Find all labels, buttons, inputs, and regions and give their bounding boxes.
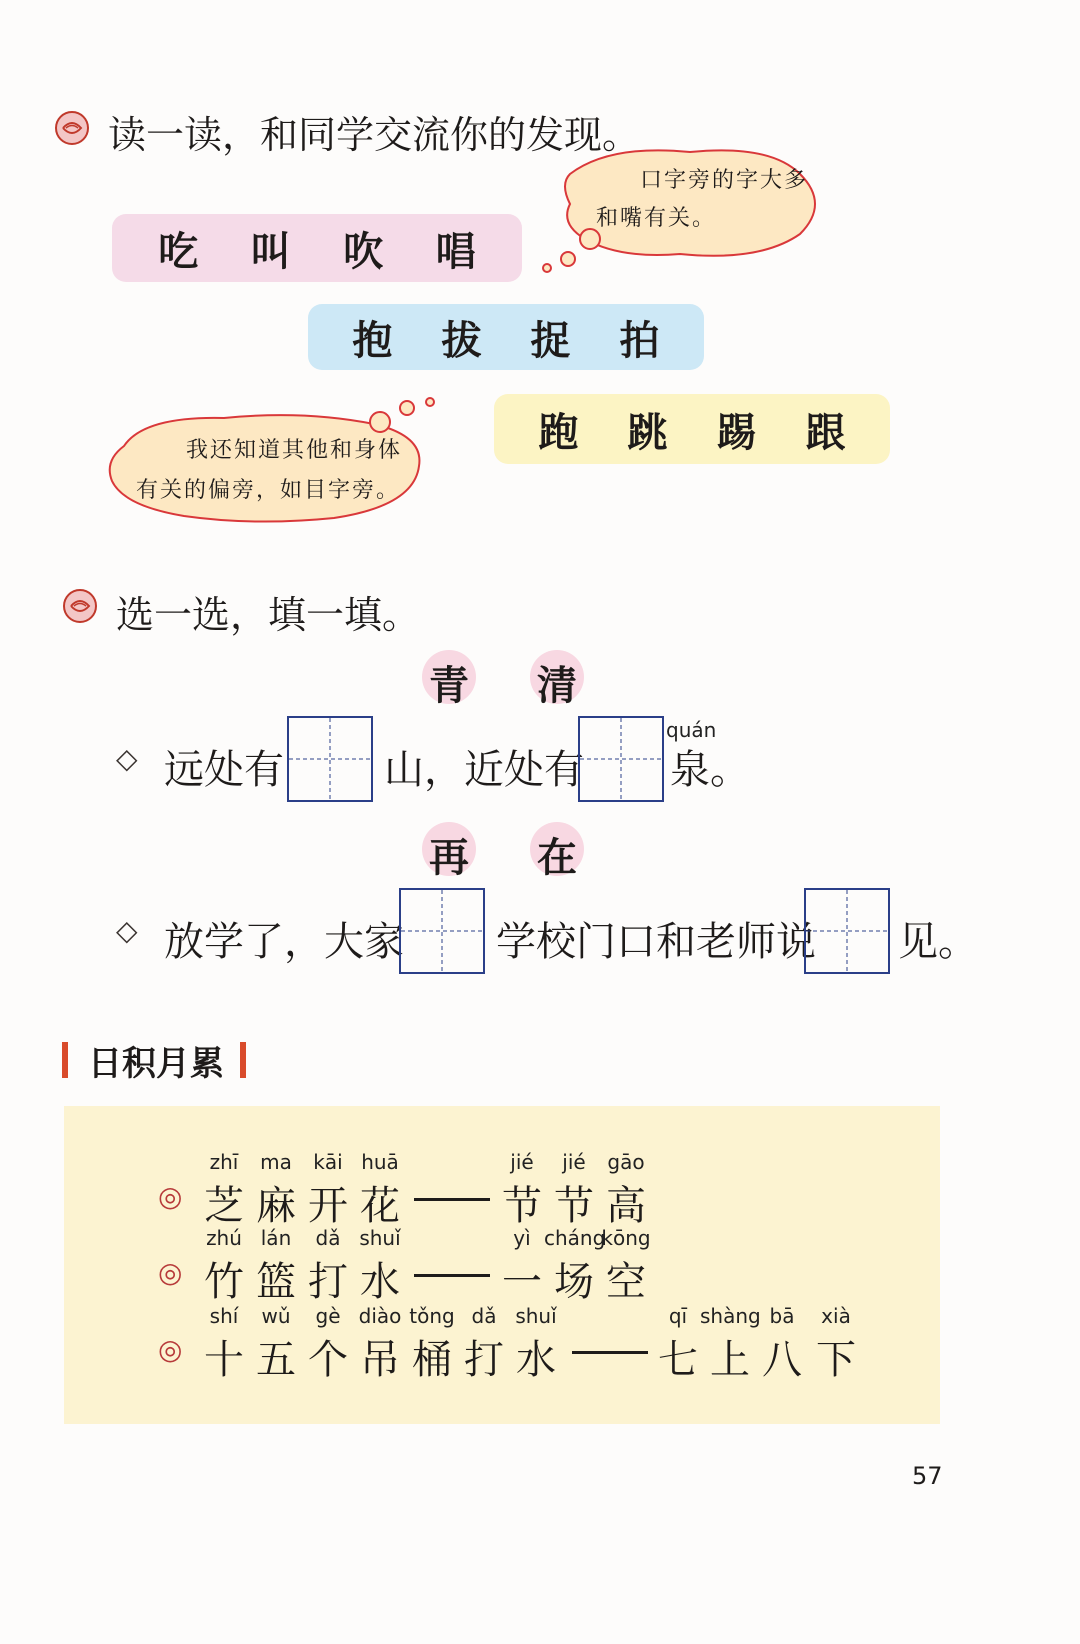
char-chui: 吹 (343, 227, 384, 275)
q2-part3: 见。 (898, 919, 978, 965)
q1-part3: 泉。 (670, 747, 750, 793)
title-bar-right (240, 1042, 246, 1078)
saying-bullet-3: ◎ (158, 1333, 183, 1366)
choice-qing: 青 (429, 662, 469, 709)
saying-3-char: 上 (710, 1337, 750, 1383)
saying-2-pinyin: cháng (544, 1226, 606, 1250)
saying-3-char: 下 (816, 1337, 856, 1383)
saying-3-char: 吊 (360, 1337, 400, 1383)
saying-dash-1 (414, 1198, 490, 1201)
saying-2-char: 水 (360, 1259, 400, 1305)
q1-pinyin-quan: quán (666, 718, 717, 742)
diamond-bullet-2: ◇ (116, 914, 138, 947)
saying-2-pinyin: shuǐ (359, 1226, 401, 1250)
char-chang: 唱 (435, 227, 476, 275)
saying-1-char: 高 (606, 1183, 646, 1229)
saying-3-char: 五 (256, 1337, 296, 1383)
saying-1-pinyin: jié (510, 1150, 534, 1174)
saying-2-char: 篮 (256, 1259, 296, 1305)
saying-3-char: 七 (658, 1337, 698, 1383)
q1-part2: 山，近处有 (384, 747, 584, 793)
saying-dash-2 (414, 1274, 490, 1277)
bubble-top-line1: 口字旁的字大多 (640, 168, 809, 193)
saying-3-pinyin: tǒng (409, 1304, 455, 1328)
diamond-bullet: ◇ (116, 742, 138, 775)
section-seal-icon (54, 110, 90, 146)
char-tiao: 跳 (627, 408, 668, 456)
saying-3-char: 打 (464, 1337, 504, 1383)
page-number: 57 (912, 1462, 943, 1490)
q2-part2: 学校门口和老师说 (496, 919, 816, 965)
saying-2-pinyin: yì (513, 1226, 531, 1250)
saying-3-pinyin: wǔ (261, 1304, 291, 1328)
char-pai: 拍 (619, 316, 660, 364)
saying-3-pinyin: shuǐ (515, 1304, 557, 1328)
saying-3-char: 八 (762, 1337, 802, 1383)
saying-2-char: 空 (606, 1259, 646, 1305)
char-pao: 跑 (538, 408, 579, 456)
section-title-read: 读一读，和同学交流你的发现。 (108, 113, 641, 157)
saying-3-char: 桶 (412, 1337, 452, 1383)
q2-answer-box-1[interactable] (399, 888, 485, 974)
saying-bullet-2: ◎ (158, 1256, 183, 1289)
bubble-bottom-line1: 我还知道其他和身体 (186, 438, 403, 463)
saying-1-pinyin: jié (562, 1150, 586, 1174)
choice-zai2: 在 (537, 834, 577, 881)
choice-zai: 再 (429, 834, 469, 881)
saying-2-char: 打 (308, 1259, 348, 1305)
saying-1-pinyin: zhī (209, 1150, 239, 1174)
saying-bullet-1: ◎ (158, 1180, 183, 1213)
saying-3-pinyin: bā (769, 1304, 795, 1328)
saying-2-pinyin: lán (260, 1226, 292, 1250)
saying-3-char: 水 (516, 1337, 556, 1383)
section-title-accumulate: 日积月累 (88, 1044, 224, 1084)
saying-3-pinyin: shí (209, 1304, 239, 1328)
saying-1-pinyin: huā (361, 1150, 399, 1174)
saying-1-char: 麻 (256, 1183, 296, 1229)
saying-1-char: 节 (554, 1183, 594, 1229)
char-ti: 踢 (716, 408, 757, 456)
saying-1-char: 芝 (204, 1183, 244, 1229)
q2-part1: 放学了，大家 (164, 919, 404, 965)
saying-3-pinyin: gè (315, 1304, 341, 1328)
q1-answer-box-1[interactable] (287, 716, 373, 802)
saying-3-pinyin: diào (358, 1304, 402, 1328)
band-yellow (494, 394, 890, 464)
q1-answer-box-2[interactable] (578, 716, 664, 802)
saying-2-char: 一 (502, 1259, 542, 1305)
saying-2-pinyin: zhú (206, 1226, 242, 1250)
saying-3-char: 十 (204, 1337, 244, 1383)
saying-2-pinyin: kōng (601, 1226, 651, 1250)
saying-2-char: 场 (554, 1259, 594, 1305)
char-chi: 吃 (158, 227, 199, 275)
choice-qing2: 清 (537, 662, 577, 709)
saying-1-pinyin: ma (260, 1150, 292, 1174)
saying-3-pinyin: xià (821, 1304, 851, 1328)
saying-2-char: 竹 (204, 1259, 244, 1305)
char-zhuo: 捉 (530, 316, 571, 364)
char-jiao: 叫 (250, 227, 291, 275)
q1-part1: 远处有 (164, 747, 284, 793)
q2-answer-box-2[interactable] (804, 888, 890, 974)
saying-1-pinyin: kāi (313, 1150, 343, 1174)
saying-1-char: 节 (502, 1183, 542, 1229)
bubble-top-line2: 和嘴有关。 (596, 206, 717, 231)
section-seal-icon-2 (62, 588, 98, 624)
char-ba: 拔 (441, 316, 482, 364)
saying-2-pinyin: dǎ (315, 1226, 341, 1250)
title-bar-left (62, 1042, 68, 1078)
char-gen: 跟 (805, 408, 846, 456)
saying-1-pinyin: gāo (607, 1150, 645, 1174)
saying-dash-3 (572, 1351, 648, 1354)
saying-3-pinyin: dǎ (471, 1304, 497, 1328)
saying-3-char: 个 (308, 1337, 348, 1383)
band-pink (112, 214, 522, 282)
bubble-bottom-line2: 有关的偏旁，如目字旁。 (136, 478, 401, 503)
char-bao: 抱 (352, 316, 393, 364)
saying-3-pinyin: qī (668, 1304, 688, 1328)
section-title-choose: 选一选，填一填。 (116, 593, 421, 637)
saying-3-pinyin: shàng (700, 1304, 761, 1328)
saying-1-char: 开 (308, 1183, 348, 1229)
saying-1-char: 花 (360, 1183, 400, 1229)
band-blue (308, 304, 704, 370)
